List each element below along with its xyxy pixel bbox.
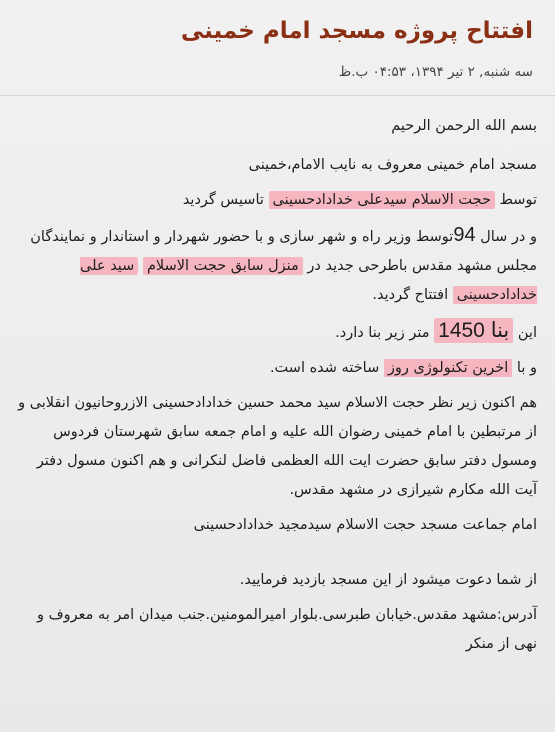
text-segment: تاسیس گردید — [182, 192, 269, 208]
year-number: 94 — [453, 224, 476, 246]
paragraph-address: آدرس:مشهد مقدس.خیابان طبرسی.بلوار امیرالمومنین.جنب میدان امر به معروف و نهی از منکر — [36, 607, 537, 652]
text-segment: و در سال — [475, 229, 537, 245]
article-title: افتتاح پروژه مسجد امام خمینی — [180, 18, 533, 44]
highlight-name: سید علی خدادادحسینی — [80, 258, 537, 303]
text-segment: ساخته شده است. — [269, 360, 384, 376]
text-segment: متر زیر بنا دارد. — [335, 325, 435, 341]
paragraph-bismillah: بسم الله الرحمن الرحیم — [391, 118, 537, 134]
text-segment: این — [513, 325, 537, 341]
paragraph-supervisor: هم اکنون زیر نظر حجت الاسلام سید محمد حسین خدادادحسینی الازروحانیون انقلابی و از مرتبطین با امام خمینی رضوان الله علیه و امام جمعه سابق شهرستان فردوس ومسول دفتر سابق حضرت ایت الله العظمی فاضل لنکرانی و هم اکنون مسول دفتر آیت الله مکارم شیرازی در مشهد مقدس. — [18, 395, 537, 498]
article-body — [18, 112, 537, 659]
highlight-area: بنا 1450 — [434, 318, 513, 343]
text-segment: توسط — [494, 192, 537, 208]
paragraph-area — [18, 316, 537, 348]
paragraph-imam: امام جماعت مسجد حجت الاسلام سیدمجید خدادادحسینی — [193, 517, 537, 533]
text-segment: توسط وزیر راه و شهر سازی و با حضور شهردار و استاندار و نمایندگان مجلس مشهد مقدس باطرحی جدید در — [30, 229, 537, 274]
text-segment: و با — [512, 360, 537, 376]
highlight-founder: حجت الاسلام سیدعلی خدادادحسینی — [269, 191, 495, 209]
article-date: سه شنبه, ۲ تیر ۱۳۹۴، ۰۴:۵۳ ب.ظ — [338, 64, 533, 80]
header-divider — [0, 95, 555, 96]
highlight-former-house: منزل سابق حجت الاسلام — [143, 257, 303, 275]
highlight-technology: اخرین تکنولوژی روز — [384, 359, 512, 377]
paragraph-inauguration — [18, 221, 537, 310]
paragraph-founder — [18, 186, 537, 215]
paragraph-intro: مسجد امام خمینی معروف به نایب الامام،خمینی — [248, 157, 537, 173]
text-segment: افتتاح گردید. — [372, 287, 453, 303]
paragraph-technology — [18, 354, 537, 383]
paragraph-invitation: از شما دعوت میشود از این مسجد بازدید فرمایید. — [239, 572, 537, 588]
